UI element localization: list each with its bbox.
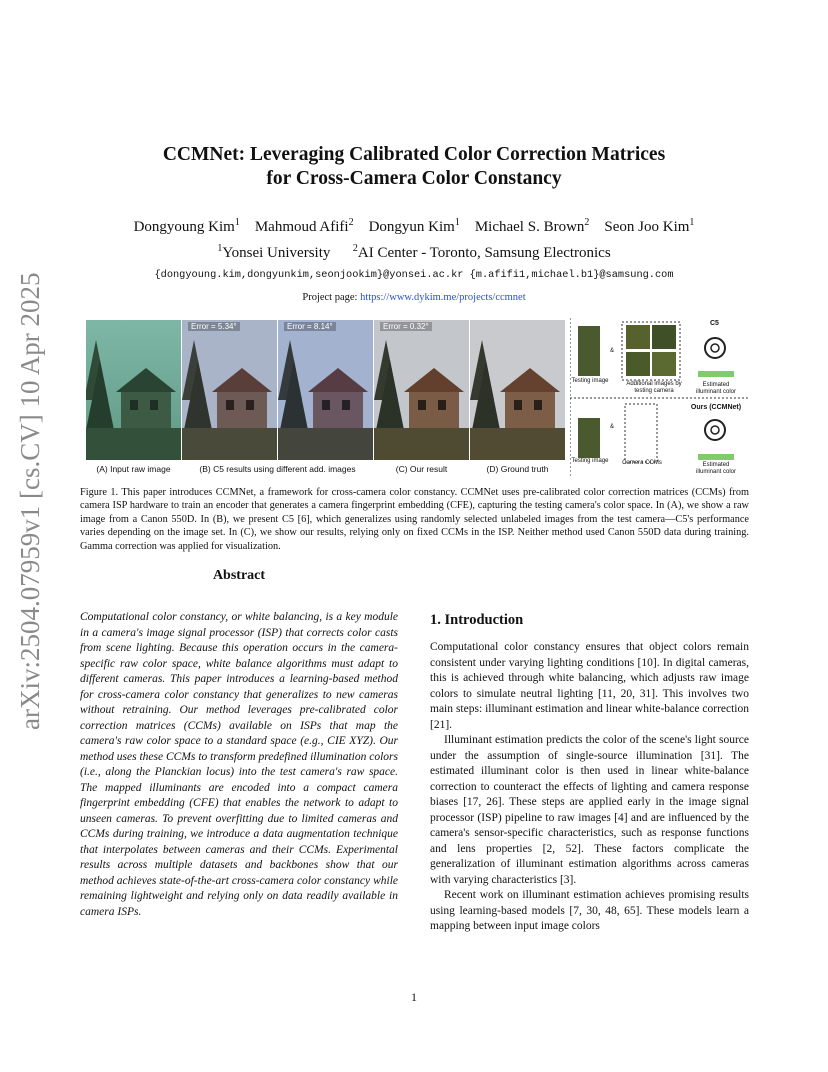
additional-images-label: Additional images by testing camera <box>626 381 682 394</box>
amp-symbol: & <box>610 348 615 354</box>
title-line-2: for Cross-Camera Color Constancy <box>266 168 562 189</box>
author: Dongyoung Kim$^1$ <box>133 217 240 235</box>
panel-label: (B) C5 results using different add. images <box>199 464 356 474</box>
ours-label: Ours (CCMNet) <box>690 404 742 411</box>
figure-panel-ground-truth <box>470 320 565 460</box>
figure-panel-c5-a <box>182 320 277 460</box>
arxiv-watermark: arXiv:2504.07959v1 [cs.CV] 10 Apr 2025 <box>15 272 45 730</box>
intro-heading: 1. Introduction <box>430 612 524 628</box>
abstract-heading: Abstract <box>212 568 266 583</box>
paper-title <box>100 143 728 191</box>
estimated-illuminant-label: Estimated illuminant color <box>695 462 737 475</box>
figure-caption: Figure 1. This paper introduces CCMNet, a framework for cross-camera color constancy. CCMNet uses pre-calibrated color correction matrices (CCMs) from camera ISP hardware to train an encoder that generates a camera fingerprint embedding (CFE), capturing the testing camera's color space. In (A), we show a raw image from a Canon 550D. In (B), we present C5 [6], which generalizes using randomly selected unlabeled images from the test camera—C5's performance varies depending on the image set. In (C), we show our results, relying only on fixed CCMs in the ISP. Neither method used Canon 550D data during training. Gamma correction was applied for visualization. <box>80 487 749 552</box>
project-page: Project page: https://www.dykim.me/projects/ccmnet <box>302 292 526 303</box>
author: Mahmoud Afifi$^2$ <box>254 217 354 235</box>
intro-body <box>430 640 749 935</box>
panel-label: (D) Ground truth <box>486 464 549 474</box>
error-badge: Error = 8.14° <box>284 322 336 331</box>
amp-symbol: & <box>610 424 615 430</box>
figure-panel-c5-b <box>278 320 373 460</box>
testing-image-label: Testing image <box>571 378 609 384</box>
c5-label: C5 <box>710 320 719 327</box>
figure-panel-input-raw <box>86 320 181 460</box>
error-badge: Error = 5.34° <box>188 322 240 331</box>
title-line-1: CCMNet: Leveraging Calibrated Color Correction Matrices <box>162 144 666 165</box>
intro-paragraph: Computational color constancy ensures that object colors remain consistent under varying lighting conditions [10]. In digital cameras, this is achieved through white balancing, which adjusts raw image colors to simulate neutral lighting [11, 20, 31]. This involves two main steps: illuminant estimation and linear white-balance correction [21]. <box>430 641 749 731</box>
panel-label: (A) Input raw image <box>96 464 171 474</box>
intro-paragraph: Recent work on illuminant estimation achieves promising results using learning-based models [7, 30, 48, 65]. These models learn a mapping between input image colors <box>430 889 749 932</box>
error-badge: Error = 0.32° <box>380 322 432 331</box>
abstract-text: Computational color constancy, or white balancing, is a key module in a camera's image signal processor (ISP) that corrects color casts from scene lighting. Because this operation occurs in the camera-specific raw color space, white balance algorithms must adapt to different cameras. This paper introduces a learning-based method for cross-camera color constancy that generalizes to new cameras without retraining. Our method leverages pre-calibrated color correction matrices (CCMs) available on ISPs that map the camera's raw color space to a standard space (e.g., CIE XYZ). Our method uses these CCMs to transform predefined illumination colors (i.e., along the Planckian locus) into the test camera's raw space. The mapped illuminants are encoded into a compact camera fingerprint embedding (CFE) that enables the network to adapt to unseen cameras. To prevent overfitting due to limited cameras and CCMs during training, we introduce a data augmentation technique that interpolates between cameras and their CCMs. Experimental results across multiple datasets and backbones show that our method achieves state-of-the-art cross-camera color constancy while remaining lightweight and relying only on data readily available in camera ISPs. <box>80 611 398 918</box>
affiliation: $^1$Yonsei University <box>217 243 331 261</box>
panel-label: (C) Our result <box>395 464 448 474</box>
camera-ccms-label: Camera CCMs <box>622 460 662 466</box>
intro-paragraph: Illuminant estimation predicts the color of the scene's light source under the assumption of single-source illumination [31]. The estimated illuminant color is then used in linear white-balance correction to counteract the effects of lighting and camera response biases [17, 26]. These steps are applied early in the image signal processor (ISP) pipeline to raw images [4] and are influenced by the camera's sensor-specific characteristics, such as response functions and lens properties [2, 52]. These factors complicate the generalization of illuminant estimation algorithms across cameras with varying characteristics [3]. <box>430 734 749 886</box>
author-list <box>60 217 768 236</box>
project-link[interactable]: https://www.dykim.me/projects/ccmnet <box>360 292 526 303</box>
method-comparison-diagram <box>570 318 750 478</box>
author: Michael S. Brown$^2$ <box>474 217 590 235</box>
author: Seon Joo Kim$^1$ <box>604 217 695 235</box>
author-emails: {dongyoung.kim,dongyunkim,seonjookim}@yonsei.ac.kr {m.afifi1,michael.b1}@samsung.com <box>154 269 674 281</box>
affiliation: $^2$AI Center - Toronto, Samsung Electronics <box>352 243 611 261</box>
estimated-illuminant-label: Estimated illuminant color <box>695 382 737 395</box>
figure-panel-our-result <box>374 320 469 460</box>
author: Dongyun Kim$^1$ <box>368 217 460 235</box>
page-number: 1 <box>411 990 417 1004</box>
testing-image-label: Testing image <box>571 458 609 464</box>
affiliations <box>60 243 768 262</box>
